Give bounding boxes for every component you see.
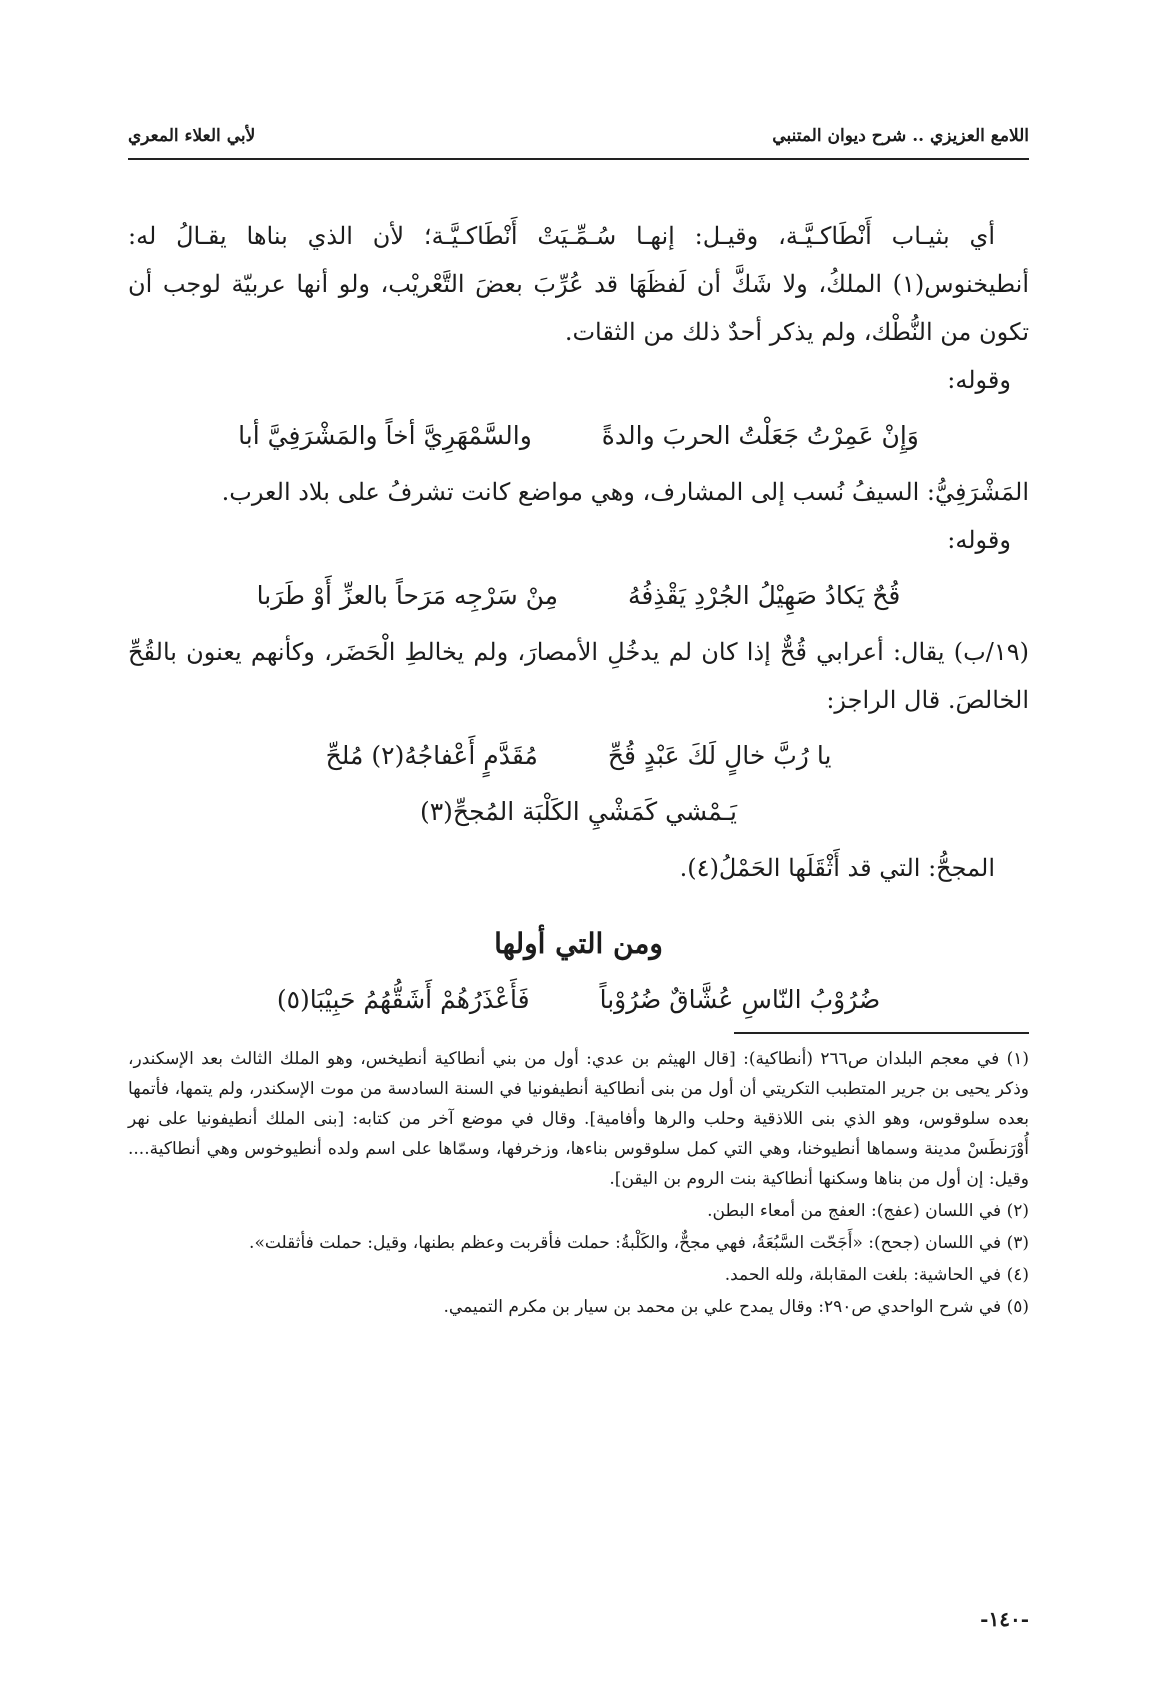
header-author: لأبي العلاء المعري: [128, 126, 256, 146]
main-text: [128, 212, 1029, 1032]
footnote-3: (٣) في اللسان (جحح): «أَجَحّت السَّبُعَةُ، فهي مجحٌّ، والكَلْبةُ: حملت فأقربت وعظم بطنها، وقيل: حملت فأثقلت».: [249, 1233, 1029, 1253]
verse-hemistich-second: مُقَدَّمٍ أَعْفاجُهُ(٢) مُلحِّ: [325, 741, 538, 770]
verse-hemistich-first: يا رُبَّ خالٍ لَكَ عَبْدٍ قُحِّ: [607, 741, 832, 770]
verse-single-line: يَـمْشي كَمَشْيِ الكَلْبَة المُجحِّ(٣): [419, 797, 738, 826]
verse-hemistich-second: فَأَعْذَرُهُمْ أَشَقُّهُمُ حَبِيْبَا(٥): [276, 985, 530, 1014]
verse-hemistich-first: ضُرُوْبُ النّاسِ عُشَّاقٌ ضُرُوْباً: [599, 985, 881, 1014]
verse-intro-label: وقوله:: [947, 526, 1011, 554]
paragraph-mujihh: المجحُّ: التي قد أَثْقَلَها الحَمْلُ(٤).: [679, 854, 995, 882]
verse-hemistich-first: قُحٌ يَكادُ صَهِيْلُ الجُرْدِ يَقْذِفُهُ: [628, 581, 901, 610]
verse-line: [128, 572, 1029, 620]
footnotes: [128, 1044, 1029, 1324]
page-number: -١٤٠-: [980, 1607, 1029, 1631]
verse-line-rajaz: [128, 732, 1029, 780]
header-book-title: اللامع العزيزي .. شرح ديوان المتنبي: [772, 126, 1029, 146]
poem-section-title: ومن التي أولها: [494, 927, 663, 960]
verse-intro-label: وقوله:: [947, 366, 1011, 394]
verse-hemistich-first: وَإِنْ عَمِرْتُ جَعَلْتُ الحربَ والدةً: [601, 421, 919, 450]
verse-line-opening: [128, 976, 1029, 1024]
verse-line-rajaz-single: [128, 788, 1029, 836]
verse-line: [128, 412, 1029, 460]
verse-hemistich-second: مِنْ سَرْجِه مَرَحاً بالعزِّ أَوْ طَرَبا: [256, 581, 559, 610]
verse-hemistich-second: والسَّمْهَرِيَّ أخاً والمَشْرَفِيَّ أبا: [238, 421, 532, 450]
header-rule: [128, 158, 1029, 160]
paragraph-mashrafi: المَشْرَفِيُّ: السيفُ نُسب إلى المشارف، وهي مواضع كانت تشرفُ على بلاد العرب.: [221, 478, 1029, 506]
footnote-1: (١) في معجم البلدان ص٢٦٦ (أنطاكية): [قال الهيثم بن عدي: أول من بني أنطاكية أنطيخس، وهو الملك الثالث بعد الإسكندر، وذكر يحيى بن جرير المتطبب التكريتي أن أول من بنى أنطاكية أنطيفونيا في السنة السادسة من موت الإسكندر، ولم يتمها، فأتمها بعده سلوقوس، وهو الذي بنى اللاذقية وحلب والرها وأفامية]. وقال في موضع آخر من كتابه: [بنى الملك أنطيفونيا على نهر أُوْرَنطَسْ مدينة وسماها أنطيوخنا، وهي التي كمل سلوقوس بناءها، وزخرفها، وسمّاها على اسم ولده أنطيوخوس وهي أنطاكية.... وقيل: إن أول من بناها وسكنها أنطاكية بنت الروم بن اليقن].: [128, 1049, 1030, 1189]
footnote-rule: [734, 1032, 1029, 1034]
footnote-4: (٤) في الحاشية: بلغت المقابلة، ولله الحمد.: [724, 1265, 1029, 1285]
paragraph-qahh: (١٩/ب) يقال: أعرابي قُحٌّ إذا كان لم يدخُلِ الأمصارَ، ولم يخالطِ الْحَضَر، وكأنهم يعنون بالقُحِّ الخالصَ. قال الراجز:: [128, 638, 1029, 714]
footnote-5: (٥) في شرح الواحدي ص٢٩٠: وقال يمدح علي بن محمد بن سيار بن مكرم التميمي.: [443, 1297, 1029, 1317]
footnote-2: (٢) في اللسان (عفج): العفج من أمعاء البطن.: [707, 1201, 1029, 1221]
paragraph-antakya: أي بثيـاب أَنْطَاكـيَّـة، وقيـل: إنهـا سُـمِّـيَتْ أَنْطَاكـيَّـة؛ لأن الذي بناها يقـالُ له: أنطيخنوس(١) الملكُ، ولا شَكَّ أن لَفظَهَا قد عُرِّبَ بعضَ التَّعْريْب، ولو أنها عربيّة لوجب أن تكون من النُّطْك، ولم يذكر أحدٌ ذلك من الثقات.: [128, 222, 1029, 346]
